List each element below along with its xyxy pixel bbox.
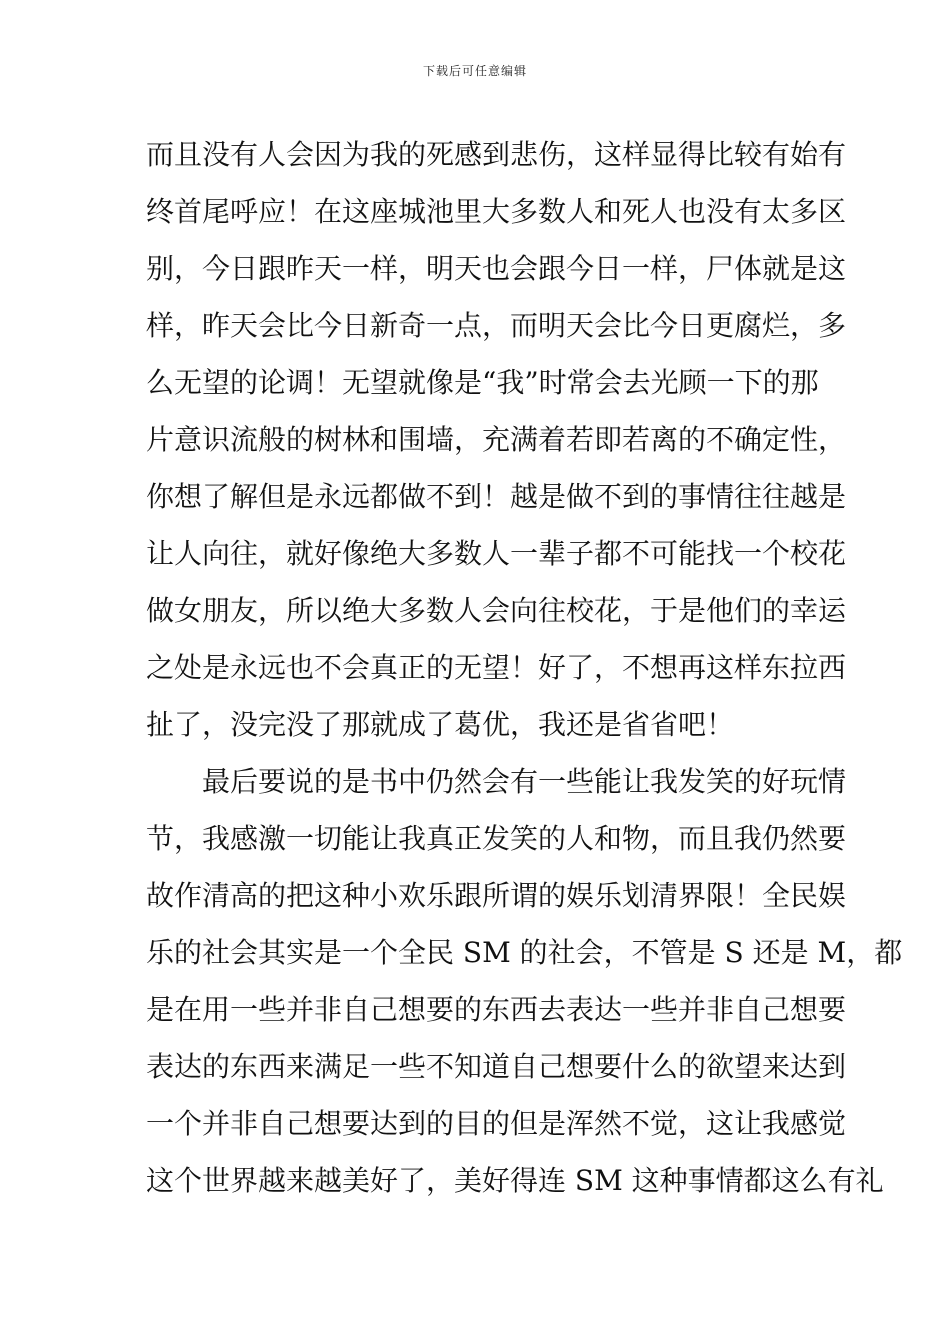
text-line: 表达的东西来满足一些不知道自己想要什么的欲望来达到 bbox=[146, 1050, 847, 1083]
text-line: 片意识流般的树林和围墙，充满着若即若离的不确定性， bbox=[146, 423, 847, 456]
text-line: 一个并非自己想要达到的目的但是浑然不觉，这让我感觉 bbox=[146, 1107, 847, 1140]
text-line: 节，我感激一切能让我真正发笑的人和物，而且我仍然要 bbox=[146, 822, 847, 855]
text-line: 而且没有人会因为我的死感到悲伤，这样显得比较有始有 bbox=[146, 138, 847, 171]
text-line: 故作清高的把这种小欢乐跟所谓的娱乐划清界限！全民娱 bbox=[146, 879, 847, 912]
body-text bbox=[146, 126, 903, 1209]
text-line: 是在用一些并非自己想要的东西去表达一些并非自己想要 bbox=[146, 993, 847, 1026]
text-line-paragraph-start: 最后要说的是书中仍然会有一些能让我发笑的好玩情 bbox=[202, 765, 847, 798]
text-line: 么无望的论调！无望就像是“我”时常会去光顾一下的那 bbox=[146, 366, 819, 399]
text-line: 终首尾呼应！在这座城池里大多数人和死人也没有太多区 bbox=[146, 195, 847, 228]
text-line-paragraph-end: 扯了，没完没了那就成了葛优，我还是省省吧！ bbox=[146, 708, 735, 741]
text-line: 让人向往，就好像绝大多数人一辈子都不可能找一个校花 bbox=[146, 537, 847, 570]
text-line: 乐的社会其实是一个全民 SM 的社会，不管是 S 还是 M，都 bbox=[146, 936, 903, 969]
text-line: 这个世界越来越美好了，美好得连 SM 这种事情都这么有礼 bbox=[146, 1164, 884, 1197]
text-line: 你想了解但是永远都做不到！越是做不到的事情往往越是 bbox=[146, 480, 847, 513]
text-line: 做女朋友，所以绝大多数人会向往校花，于是他们的幸运 bbox=[146, 594, 847, 627]
text-line: 之处是永远也不会真正的无望！好了，不想再这样东拉西 bbox=[146, 651, 847, 684]
text-line: 别，今日跟昨天一样，明天也会跟今日一样，尸体就是这 bbox=[146, 252, 847, 285]
header-note: 下载后可任意编辑 bbox=[422, 64, 527, 78]
text-line: 样，昨天会比今日新奇一点，而明天会比今日更腐烂，多 bbox=[146, 309, 847, 342]
